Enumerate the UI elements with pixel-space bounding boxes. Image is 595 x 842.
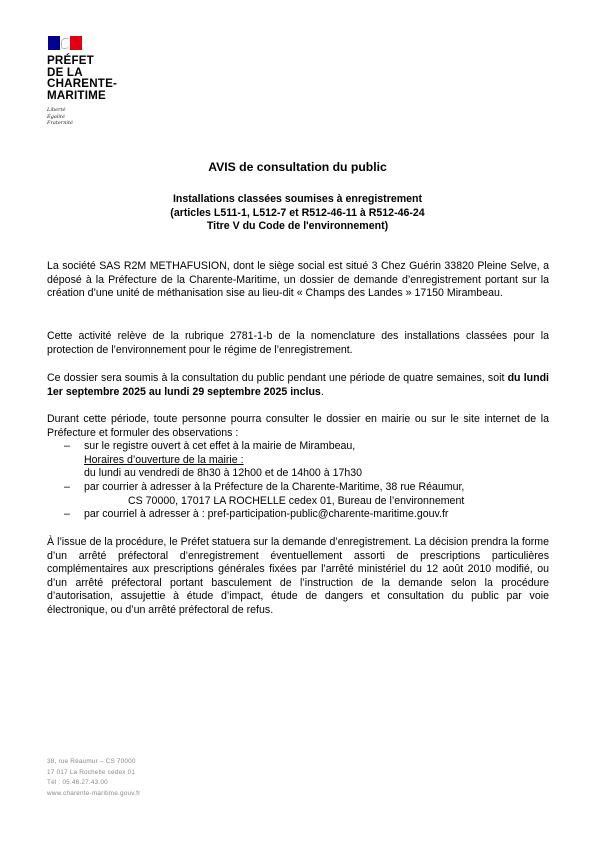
footer-phone: Tél : 05.46.27.43.00: [47, 779, 108, 787]
footer-website-link[interactable]: www.charente-maritime.gouv.fr: [47, 789, 141, 797]
dash-bullet: –: [64, 440, 70, 453]
paragraph-classification: Cette activité relève de la rubrique 2781-1-b de la nomenclature des installations classées pour la protection de l’environnement pour le régime de l’enregistrement.: [47, 330, 549, 356]
paragraph-applicant: La société SAS R2M METHAFUSION, dont le siège social est situé 3 Chez Guérin 33820 Pleine Selve, a déposé à la Préfecture de la Charente-Maritime, un dossier de demande d’enregistrement portant sur la création d’une unité de méthanisation sise au lieu-dit « Champs des Landes » 17150 Mirambeau.: [47, 260, 549, 300]
observations-intro: Durant cette période, toute personne pourra consulter le dossier en mairie ou sur le site internet de la Préfecture et formuler des observations :: [47, 413, 549, 439]
footer-address: [47, 757, 140, 799]
dash-bullet: –: [64, 508, 70, 521]
period-dates: du lundi 1er septembre 2025 au lundi 29 septembre 2025 inclus: [47, 372, 549, 398]
subtitle-line: Titre V du Code de l'environnement): [206, 220, 389, 232]
dash-bullet: –: [64, 480, 70, 493]
motto-line: Égalité: [47, 113, 65, 120]
footer-street: 38, rue Réaumur – CS 70000: [47, 758, 136, 765]
mail-line-1: par courrier à adresser à la Préfecture de la Charente-Maritime, 38 rue Réaumur,: [84, 480, 465, 493]
notice-subtitle: [0, 193, 595, 234]
paragraph-consultation-period: [47, 372, 549, 399]
prefect-line: PRÉFET: [47, 54, 94, 67]
paragraph-decision: À l’issue de la procédure, le Préfet statuera sur la demande d’enregistrement. La décision prendra la forme d’un arrêté préfectoral d’enregistrement éventuellement assorti de prescriptions particulières complémentaires aux prescriptions générales fixées par l’arrêté ministériel du 12 août 2010 modifié, ou d’un arrêté préfectoral portant basculement de l’instruction de la demande selon la procédure d’autorisation, assujettie à étude d’impact, étude de dangers et consultation du public par voie électronique, ou d’un arrêté préfectoral de refus.: [47, 536, 549, 616]
prefect-line: CHARENTE-: [47, 77, 118, 91]
republic-motto: [47, 107, 167, 127]
paragraph-observations: [47, 413, 549, 522]
email-text: par courriel à adresser à : pref-participation-public@charente-maritime.gouv.fr: [84, 508, 449, 521]
subtitle-line: (articles L511-1, L512-7 et R512-46-11 à R512-46-24: [170, 206, 425, 219]
period-intro: Ce dossier sera soumis à la consultation du public pendant une période de quatre semaines, soit: [47, 372, 508, 384]
hours-title: Horaires d’ouverture de la mairie :: [84, 453, 244, 466]
list-item-registry: [47, 440, 549, 481]
prefect-line: DE LA: [47, 65, 83, 79]
motto-line: Fraternité: [47, 120, 73, 127]
list-item-email: [47, 508, 549, 522]
hours-text: du lundi au vendredi de 8h30 à 12h00 et de 14h00 à 17h30: [84, 467, 363, 480]
prefect-line: MARITIME: [47, 88, 106, 102]
footer-city: 17 017 La Rochelle cedex 01: [47, 768, 136, 776]
prefecture-logo: [47, 36, 167, 127]
marianne-flag-icon: [48, 36, 82, 50]
period-end: .: [320, 385, 324, 398]
motto-line: Liberté: [47, 107, 66, 114]
registry-text: sur le registre ouvert à cet effet à la mairie de Mirambeau,: [84, 440, 356, 453]
list-item-mail: [47, 481, 549, 508]
subtitle-line: Installations classées soumises à enregistrement: [172, 193, 423, 205]
observation-methods-list: [47, 440, 549, 522]
prefect-wordmark: [47, 55, 167, 101]
notice-title: AVIS de consultation du public: [208, 160, 387, 174]
mail-line-2: CS 70000, 17017 LA ROCHELLE cedex 01, Bureau de l’environnement: [128, 494, 465, 507]
